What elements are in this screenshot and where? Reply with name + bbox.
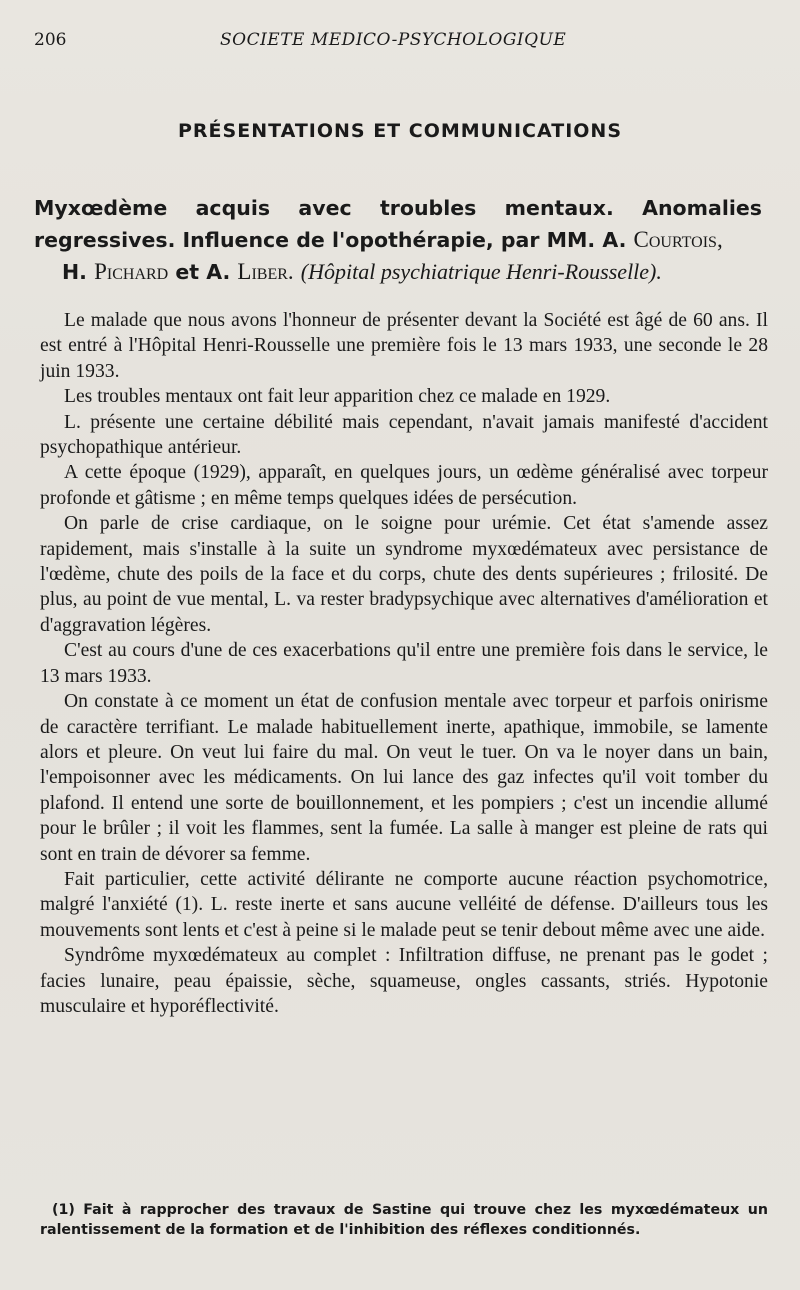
- affiliation: (Hôpital psychiatrique Henri-Rousselle).: [300, 259, 662, 284]
- author-pichard: Pichard: [94, 259, 169, 284]
- paragraph: C'est au cours d'une de ces exacerbations qu'il entre une première fois dans le service, le 13 mars 1933.: [40, 640, 768, 687]
- paragraph: L. présente une certaine débilité mais cependant, n'avait jamais manifesté d'accident psychopathique antérieur.: [40, 411, 768, 459]
- article-title: [34, 193, 762, 288]
- paragraph: On parle de crise cardiaque, on le soigne pour urémie. Cet état s'amende assez rapidement, mais s'installe à la suite un syndrome myxœdémateux avec persistance de l'œdème, chute des poils de la face et du corps, chute des dents supérieures ; frilosité. De plus, au point de vue mental, L. va rester bradypsychique avec alternatives d'amélioration et d'aggravation légères.: [40, 513, 768, 636]
- paragraph: Syndrôme myxœdémateux au complet : Infiltration diffuse, ne prenant pas le godet ; facies lunaire, peau épaissie, sèche, squameuse, ongles cassants, striés. Hypotonie musculaire et hyporéflectivité.: [40, 945, 768, 1017]
- footnote-text: (1) Fait à rapprocher des travaux de Sastine qui trouve chez les myxœdémateux un ralentissement de la formation et de l'inhibition des réflexes conditionnés.: [40, 1202, 768, 1238]
- paragraph: Les troubles mentaux ont fait leur apparition chez ce malade en 1929.: [64, 386, 611, 408]
- section-heading: PRÉSENTATIONS ET COMMUNICATIONS: [178, 120, 622, 142]
- article-body: [40, 308, 768, 1019]
- running-head: [34, 30, 766, 54]
- journal-title: SOCIETE MEDICO-PSYCHOLOGIQUE: [220, 30, 567, 50]
- page-number: 206: [34, 30, 67, 50]
- paragraph: On constate à ce moment un état de confusion mentale avec torpeur et parfois onirisme de caractère terrifiant. Le malade habituellement inerte, apathique, immobile, se lamente alors et pleure. On veut lui faire du mal. On veut le tuer. On va le noyer dans un bain, l'empoisonner avec les médicaments. On lui lance des gaz infectes qu'il voit tomber du plafond. Il entend une sorte de bouillonnement, et les pompiers ; c'est un incendie allumé pour le brûler ; il voit les flammes, sent la fumée. La salle à manger est pleine de rats qui sont en train de dévorer sa femme.: [40, 691, 768, 865]
- footnote: [40, 1201, 768, 1240]
- title-text: Myxœdème acquis avec troubles mentaux. Anomalies regressives. Influence de l'opothérapie, par MM. A.: [34, 196, 762, 252]
- author-liber: Liber.: [237, 259, 294, 284]
- paragraph: Fait particulier, cette activité délirante ne comporte aucune réaction psychomotrice, malgré l'anxiété (1). L. reste inerte et sans aucune velléité de défense. D'ailleurs tous les mouvements sont lents et c'est à peine si le malade peut se tenir debout même avec une aide.: [40, 868, 768, 941]
- author-initial-h: H.: [62, 260, 87, 284]
- paragraph: A cette époque (1929), apparaît, en quelques jours, un œdème généralisé avec torpeur profonde et gâtisme ; en même temps quelques idées de persécution.: [40, 462, 768, 509]
- author-connector: et A.: [175, 260, 231, 284]
- paragraph: Le malade que nous avons l'honneur de présenter devant la Société est âgé de 60 ans. Il est entré à l'Hôpital Henri-Rousselle une première fois le 13 mars 1933, une seconde le 28 juin 1933.: [40, 310, 768, 382]
- author-courtois: Courtois,: [633, 227, 723, 252]
